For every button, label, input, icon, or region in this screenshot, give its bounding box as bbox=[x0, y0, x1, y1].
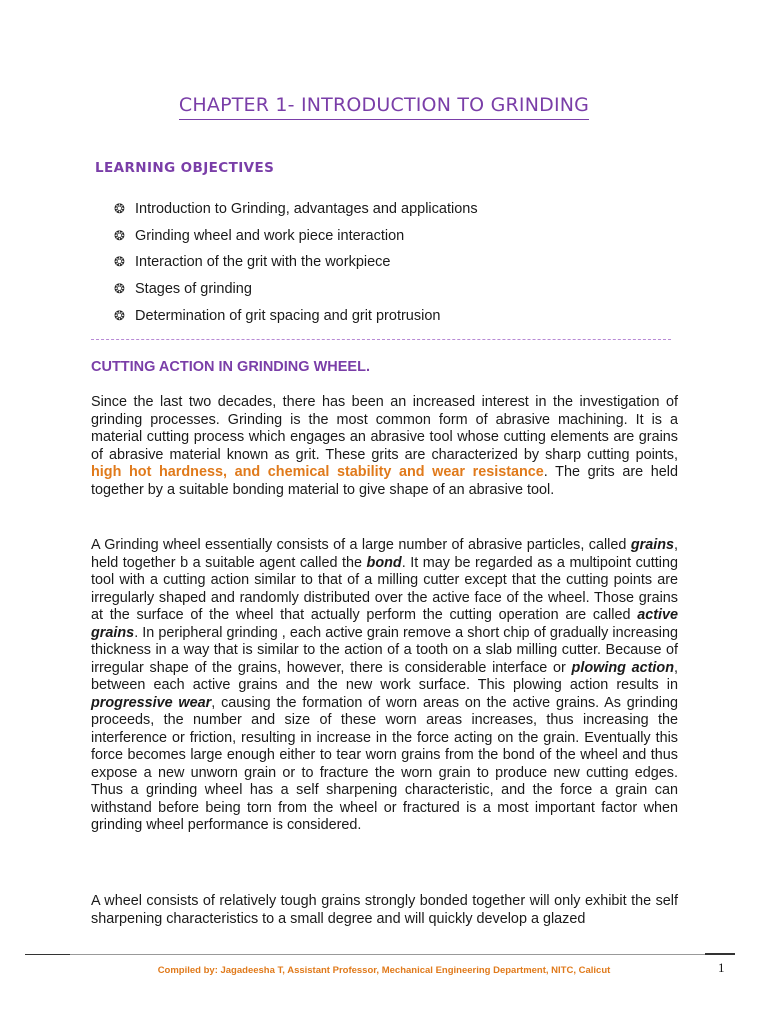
list-item bbox=[113, 196, 478, 223]
footer-rule bbox=[70, 954, 735, 955]
emphasis-term: bond bbox=[366, 554, 402, 571]
objective-text: Stages of grinding bbox=[135, 281, 252, 298]
objective-text: Determination of grit spacing and grit protrusion bbox=[135, 307, 441, 324]
paragraph-2-text: . It may be regarded as a multipoint cutting tool with a cutting action similar to that of a milling cutter except that the cutting points are irregularly shaped and randomly distributed over the active face of the wheel. Those grains at the surface of the wheel that actually perform the cutting operation are called bbox=[91, 554, 678, 623]
paragraph-2-text: , held together b a suitable agent called the bbox=[91, 537, 678, 571]
gear-flower-icon: ❂ bbox=[114, 227, 125, 243]
gear-flower-icon: ❂ bbox=[114, 254, 125, 270]
chapter-title-text: CHAPTER 1- INTRODUCTION TO GRINDING bbox=[179, 94, 589, 120]
learning-objectives-heading: LEARNING OBJECTIVES bbox=[95, 160, 275, 176]
list-item bbox=[113, 276, 478, 303]
paragraph-2-text: , between each active grains and the new work surface. This plowing action results in bbox=[91, 659, 678, 693]
footer-rule-right bbox=[705, 953, 735, 955]
section-divider bbox=[91, 339, 671, 340]
footer-rule-left bbox=[25, 954, 70, 955]
section-heading: CUTTING ACTION IN GRINDING WHEEL. bbox=[91, 359, 370, 375]
list-item bbox=[113, 249, 478, 276]
paragraph-2-text: A Grinding wheel essentially consists of a large number of abrasive particles, called bbox=[91, 537, 631, 553]
objective-text: Introduction to Grinding, advantages and applications bbox=[135, 201, 478, 218]
list-item bbox=[113, 223, 478, 250]
paragraph-1-text-a: Since the last two decades, there has been an increased interest in the investigation of grinding processes. Grinding is the most common form of abrasive machining. It is a material cutting process which engages an abrasive tool whose cutting elements are grains of abrasive material known as grit. These grits are characterized by sharp cutting points, bbox=[91, 394, 678, 463]
objective-text: Interaction of the grit with the workpiece bbox=[135, 254, 391, 271]
gear-flower-icon: ❂ bbox=[114, 201, 125, 217]
objective-text: Grinding wheel and work piece interaction bbox=[135, 227, 405, 244]
paragraph-2-text: , causing the formation of worn areas on the active grains. As grinding proceeds, the number and size of these worn areas increases, thus increasing the interference or friction, resulting in increase in the force acting on the grain. Eventually this force becomes large enough either to tear worn grains from the bond of the wheel and thus expose a new unworn grain or to fracture the worn grain to produce new cutting edges. Thus a grinding wheel has a self sharpening characteristic, and the force a grain can withstand before being torn from the wheel or fractured is a most important factor when grinding wheel performance is considered. bbox=[91, 694, 679, 833]
paragraph-2 bbox=[91, 537, 678, 835]
gear-flower-icon: ❂ bbox=[114, 281, 125, 297]
emphasis-term: progressive wear bbox=[91, 694, 212, 711]
emphasis-term: active grains bbox=[91, 607, 678, 641]
highlight-text: high hot hardness, and chemical stability and wear resistance bbox=[91, 464, 544, 480]
paragraph-1 bbox=[91, 394, 678, 499]
emphasis-term: plowing action bbox=[571, 659, 674, 676]
paragraph-3: A wheel consists of relatively tough grains strongly bonded together will only exhibit the self sharpening characteristics to a small degree and will quickly develop a glazed bbox=[91, 893, 678, 927]
page-number: 1 bbox=[718, 960, 725, 975]
paragraph-2-text: . In peripheral grinding , each active grain remove a short chip of gradually increasing thickness in a way that is similar to the action of a tooth on a slab milling cutter. Because of irregular shape of the grains, however, there is considerable interface or bbox=[91, 624, 678, 676]
objectives-list bbox=[113, 196, 478, 329]
chapter-title bbox=[0, 94, 768, 116]
list-item bbox=[113, 302, 478, 329]
gear-flower-icon: ❂ bbox=[114, 307, 125, 323]
footer-credit: Compiled by: Jagadeesha T, Assistant Professor, Mechanical Engineering Department, NITC, Calicut bbox=[157, 965, 611, 976]
emphasis-term: grains bbox=[630, 537, 674, 553]
paragraph-1-text-b: . The grits are held together by a suitable bonding material to give shape of an abrasive tool. bbox=[91, 464, 678, 498]
